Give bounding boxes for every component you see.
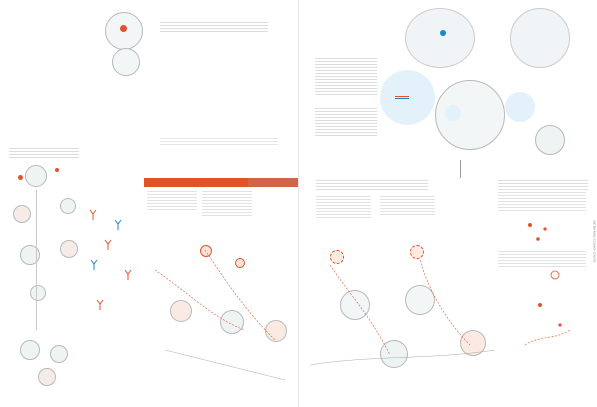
antibody-icons (85, 200, 140, 340)
virus-icon (440, 30, 446, 36)
pathway-curves (145, 230, 295, 390)
virus-icon (18, 175, 23, 180)
weakened-column (147, 190, 197, 211)
nucleic-note (315, 108, 377, 136)
protein-marks (520, 215, 580, 365)
rna-illustration (505, 92, 535, 122)
replicating-column (316, 195, 371, 220)
credit-line: SOURCE: ADAPTED FROM NATURE (594, 220, 597, 263)
vector-pathways (310, 255, 500, 375)
cell-illustration (112, 48, 140, 76)
cell-illustration (13, 205, 31, 223)
cell-illustration (20, 245, 40, 265)
cell-illustration (510, 8, 570, 68)
inactivated-text (202, 191, 252, 217)
variety-description (160, 22, 268, 34)
vaccine-type-chart (160, 83, 222, 135)
viral-vector-band (248, 178, 298, 187)
cell-illustration (535, 125, 565, 155)
protein-band (498, 170, 588, 179)
bar-chart-svg (160, 83, 280, 135)
virus-vaccine-band (144, 178, 248, 187)
cell-illustration (60, 240, 78, 258)
rna-illustration (445, 105, 461, 121)
virus-icon (120, 25, 127, 32)
inactivated-column (202, 190, 252, 217)
chart-caption (160, 138, 278, 146)
immune-description (9, 148, 79, 158)
virus-icon (55, 168, 59, 172)
page-gutter (298, 0, 299, 407)
viral-vector-band-title (316, 170, 434, 179)
cell-illustration (50, 345, 68, 363)
nonreplicating-text (380, 196, 435, 216)
cell-illustration (20, 340, 40, 360)
pathway-arrow (36, 190, 37, 330)
viral-vector-description (316, 180, 428, 190)
replicating-text (316, 196, 371, 220)
nucleic-description (315, 58, 377, 96)
cell-illustration (30, 285, 46, 301)
cell-illustration (38, 368, 56, 386)
weakened-text (147, 191, 197, 211)
subunit-text (498, 189, 586, 211)
cell-illustration (25, 165, 47, 187)
cell-illustration (405, 8, 475, 68)
dna-strand (395, 96, 409, 99)
cell-illustration (60, 198, 76, 214)
nonreplicating-column (380, 195, 435, 216)
pathway-arrow (460, 160, 461, 178)
subunit-column (498, 188, 586, 211)
